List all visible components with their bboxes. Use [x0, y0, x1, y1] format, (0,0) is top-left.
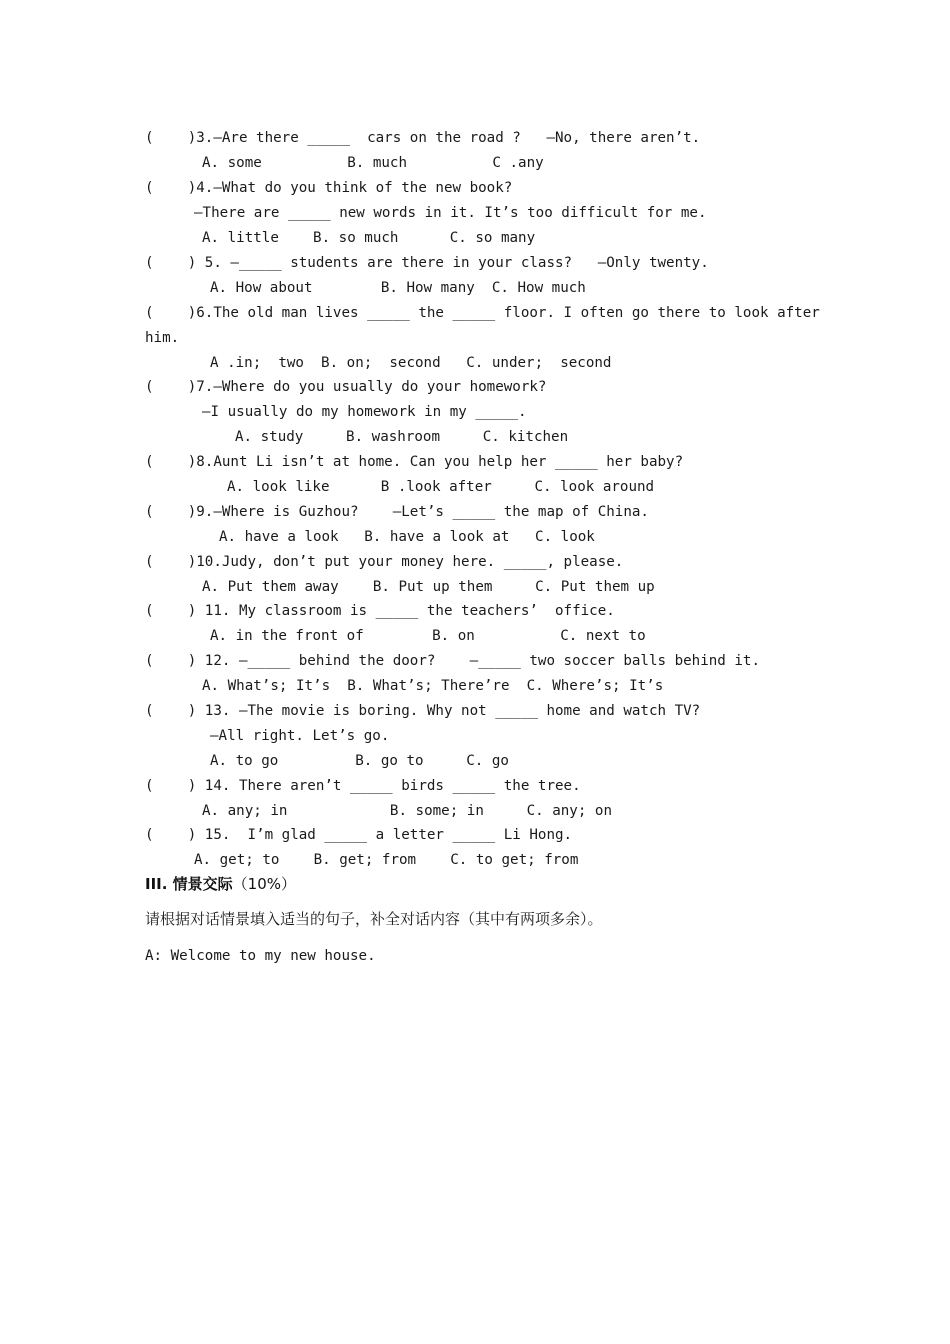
question-8-stem: ( )8.Aunt Li isn’t at home. Can you help her _____ her baby? [145, 454, 684, 470]
question-12-options: A. What’s; It’s B. What’s; There’re C. Where’s; It’s [202, 678, 664, 694]
question-10-options: A. Put them away B. Put up them C. Put them up [202, 579, 655, 595]
section-3-title: III. 情景交际 [145, 875, 233, 893]
question-6-continuation: him. [145, 330, 180, 346]
question-4-stem: ( )4.—What do you think of the new book? [145, 180, 513, 196]
question-12-stem: ( ) 12. —_____ behind the door? —_____ two soccer balls behind it. [145, 653, 760, 669]
question-5-stem: ( ) 5. —_____ students are there in your class? —Only twenty. [145, 255, 709, 271]
question-7-stem: ( )7.—Where do you usually do your homework? [145, 379, 547, 395]
section-3-heading [145, 874, 296, 894]
question-4-options: A. little B. so much C. so many [202, 230, 536, 246]
question-9-stem: ( )9.—Where is Guzhou? —Let’s _____ the map of China. [145, 504, 649, 520]
section-3-percent: （10%） [232, 875, 297, 893]
question-6-stem: ( )6.The old man lives _____ the _____ floor. I often go there to look after [145, 305, 820, 321]
question-9-options: A. have a look B. have a look at C. look [219, 529, 595, 545]
question-13-stem: ( ) 13. —The movie is boring. Why not _____ home and watch TV? [145, 703, 701, 719]
question-10-stem: ( )10.Judy, don’t put your money here. _____, please. [145, 554, 624, 570]
question-6-options: A .in; two B. on; second C. under; second [210, 355, 612, 371]
question-14-options: A. any; in B. some; in C. any; on [202, 803, 612, 819]
dialog-line-a1: A: Welcome to my new house. [145, 948, 376, 964]
question-5-options: A. How about B. How many C. How much [210, 280, 586, 296]
question-3-options: A. some B. much C .any [202, 155, 544, 171]
question-14-stem: ( ) 14. There aren’t _____ birds _____ the tree. [145, 778, 581, 794]
question-7-line2: —I usually do my homework in my _____. [202, 404, 527, 420]
question-11-options: A. in the front of B. on C. next to [210, 628, 646, 644]
question-3-stem: ( )3.—Are there _____ cars on the road ? —No, there aren’t. [145, 130, 701, 146]
question-13-options: A. to go B. go to C. go [210, 753, 509, 769]
question-15-stem: ( ) 15. I’m glad _____ a letter _____ Li Hong. [145, 827, 573, 843]
question-8-options: A. look like B .look after C. look around [227, 479, 655, 495]
question-13-line2: —All right. Let’s go. [210, 728, 390, 744]
question-7-options: A. study B. washroom C. kitchen [235, 429, 569, 445]
question-4-line2: —There are _____ new words in it. It’s too difficult for me. [194, 205, 707, 221]
section-3-instruction: 请根据对话情景填入适当的句子，补全对话内容（其中有两项多余）。 [145, 910, 603, 928]
question-15-options: A. get; to B. get; from C. to get; from [194, 852, 579, 868]
question-11-stem: ( ) 11. My classroom is _____ the teachers’ office. [145, 603, 615, 619]
